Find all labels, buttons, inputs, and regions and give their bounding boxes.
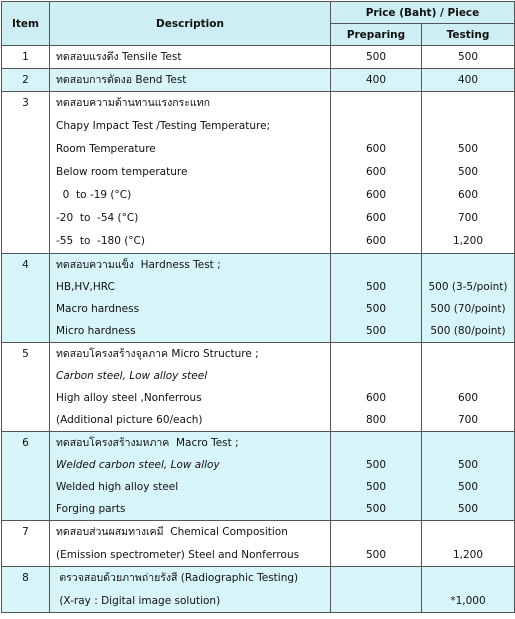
header-testing: Testing — [422, 24, 515, 46]
description-line: High alloy steel ,Nonferrous — [56, 392, 202, 404]
header-description: Description — [50, 2, 331, 46]
preparing-price-line: 600 — [365, 166, 387, 178]
testing-price-cell — [422, 254, 515, 343]
description-cell — [50, 46, 331, 69]
description-cell — [50, 521, 331, 567]
preparing-price-line — [331, 343, 421, 365]
testing-price-line — [422, 521, 514, 544]
preparing-price-line — [331, 254, 421, 276]
testing-price-line: 400 — [457, 74, 479, 86]
testing-price-cell — [422, 92, 515, 254]
description-line: ทดสอบแรงดึง Tensile Test — [56, 51, 182, 63]
preparing-price-line — [331, 567, 421, 590]
testing-price-line — [422, 432, 514, 454]
testing-price-line: 500 — [457, 503, 479, 515]
description-cell — [50, 69, 331, 92]
preparing-price-cell — [331, 254, 422, 343]
item-number-cell — [2, 521, 50, 567]
header-item: Item — [2, 2, 50, 46]
price-table — [1, 1, 515, 613]
preparing-price-line: 500 — [365, 325, 387, 337]
description-line: Macro hardness — [56, 303, 140, 315]
testing-price-line: 600 — [457, 392, 479, 404]
description-line: (Additional picture 60/each) — [56, 414, 203, 426]
description-line: ทดสอบความแข็ง Hardness Test ; — [56, 259, 221, 271]
preparing-price-line — [331, 92, 421, 115]
testing-price-line: 500 (80/point) — [430, 325, 506, 337]
preparing-price-cell — [331, 521, 422, 567]
header-preparing: Preparing — [331, 24, 422, 46]
testing-price-line: *1,000 — [450, 594, 486, 607]
preparing-price-line: 500 — [365, 459, 387, 471]
description-line: Micro hardness — [56, 325, 136, 337]
testing-price-line — [422, 567, 514, 590]
item-number-cell — [2, 567, 50, 613]
preparing-price-cell — [331, 567, 422, 613]
description-line: ตรวจสอบด้วยภาพถ่ายรังสี (Radiographic Testing) — [56, 572, 299, 584]
preparing-price-line: 500 — [365, 503, 387, 515]
preparing-price-cell — [331, 69, 422, 92]
description-line: ทดสอบส่วนผสมทางเคมี Chemical Composition — [56, 526, 288, 538]
testing-price-line — [422, 343, 514, 365]
item-number: 4 — [22, 259, 29, 271]
header-price: Price (Baht) / Piece — [331, 2, 515, 24]
testing-price-line: 500 — [457, 459, 479, 471]
testing-price-line: 500 — [457, 143, 479, 155]
description-line: ทดสอบโครงสร้างจุลภาค Micro Structure ; — [56, 348, 259, 360]
item-number-cell — [2, 254, 50, 343]
table-row — [2, 69, 515, 92]
description-line: 0 to -19 (°C) — [56, 189, 132, 201]
item-number: 8 — [22, 572, 29, 584]
testing-price-line: 500 — [457, 166, 479, 178]
table-row — [2, 521, 515, 567]
table-row — [2, 92, 515, 254]
preparing-price-line — [331, 590, 421, 613]
testing-price-line: 1,200 — [452, 548, 484, 561]
description-line: Chapy Impact Test /Testing Temperature; — [56, 120, 271, 132]
description-line: Room Temperature — [56, 143, 156, 155]
description-line: -55 to -180 (°C) — [56, 235, 145, 247]
item-number: 2 — [22, 74, 29, 86]
table-row — [2, 432, 515, 521]
preparing-price-line: 600 — [365, 189, 387, 201]
item-number: 5 — [22, 348, 29, 360]
testing-price-line: 500 — [457, 51, 479, 63]
preparing-price-line — [331, 365, 421, 387]
preparing-price-line: 400 — [365, 74, 387, 86]
testing-price-line: 600 — [457, 189, 479, 201]
preparing-price-line — [331, 521, 421, 544]
preparing-price-line: 600 — [365, 235, 387, 247]
preparing-price-cell — [331, 432, 422, 521]
description-line: Forging parts — [56, 503, 126, 515]
testing-price-line: 500 — [457, 481, 479, 493]
description-cell — [50, 432, 331, 521]
item-number-cell — [2, 69, 50, 92]
preparing-price-line: 600 — [365, 392, 387, 404]
table-row — [2, 343, 515, 432]
item-number-cell — [2, 343, 50, 432]
testing-price-cell — [422, 521, 515, 567]
testing-price-line: 700 — [457, 212, 479, 224]
preparing-price-line: 500 — [365, 481, 387, 493]
table-row — [2, 254, 515, 343]
preparing-price-line — [331, 115, 421, 138]
description-line: ทดสอบความต้านทานแรงกระแทก — [56, 97, 210, 109]
preparing-price-line: 500 — [365, 281, 387, 293]
preparing-price-cell — [331, 46, 422, 69]
preparing-price-cell — [331, 343, 422, 432]
description-cell — [50, 92, 331, 254]
testing-price-line: 700 — [457, 414, 479, 426]
table-body — [2, 46, 515, 613]
testing-price-line: 500 (70/point) — [430, 303, 506, 315]
preparing-price-line: 500 — [365, 51, 387, 63]
testing-price-line — [422, 365, 514, 387]
preparing-price-line: 600 — [365, 212, 387, 224]
testing-price-cell — [422, 432, 515, 521]
description-line: HB,HV,HRC — [56, 281, 115, 293]
testing-price-line — [422, 92, 514, 115]
testing-price-cell — [422, 46, 515, 69]
item-number-cell — [2, 432, 50, 521]
item-number: 1 — [22, 51, 29, 63]
testing-price-line — [422, 115, 514, 138]
item-number: 7 — [22, 526, 29, 538]
description-cell — [50, 343, 331, 432]
testing-price-line: 1,200 — [452, 235, 484, 247]
item-number: 3 — [22, 97, 29, 109]
testing-price-cell — [422, 343, 515, 432]
preparing-price-line: 800 — [365, 414, 387, 426]
description-cell — [50, 567, 331, 613]
testing-price-line: 500 (3-5/point) — [428, 281, 508, 293]
description-cell — [50, 254, 331, 343]
table-row — [2, 46, 515, 69]
item-number-cell — [2, 46, 50, 69]
preparing-price-line: 500 — [365, 548, 387, 561]
description-line: ทดสอบการดัดงอ Bend Test — [56, 74, 187, 86]
description-line: (X-ray : Digital image solution) — [56, 594, 221, 607]
description-line: Welded high alloy steel — [56, 481, 179, 493]
description-line: Carbon steel, Low alloy steel — [56, 370, 208, 382]
description-line: Below room temperature — [56, 166, 188, 178]
item-number-cell — [2, 92, 50, 254]
preparing-price-line: 500 — [365, 303, 387, 315]
testing-price-cell — [422, 567, 515, 613]
description-line: ทดสอบโครงสร้างมหภาค Macro Test ; — [56, 437, 239, 449]
testing-price-cell — [422, 69, 515, 92]
table-row — [2, 567, 515, 613]
preparing-price-cell — [331, 92, 422, 254]
testing-price-line — [422, 254, 514, 276]
description-line: -20 to -54 (°C) — [56, 212, 139, 224]
description-line: Welded carbon steel, Low alloy — [56, 459, 220, 471]
item-number: 6 — [22, 437, 29, 449]
description-line: (Emission spectrometer) Steel and Nonferrous — [56, 548, 300, 561]
preparing-price-line: 600 — [365, 143, 387, 155]
preparing-price-line — [331, 432, 421, 454]
